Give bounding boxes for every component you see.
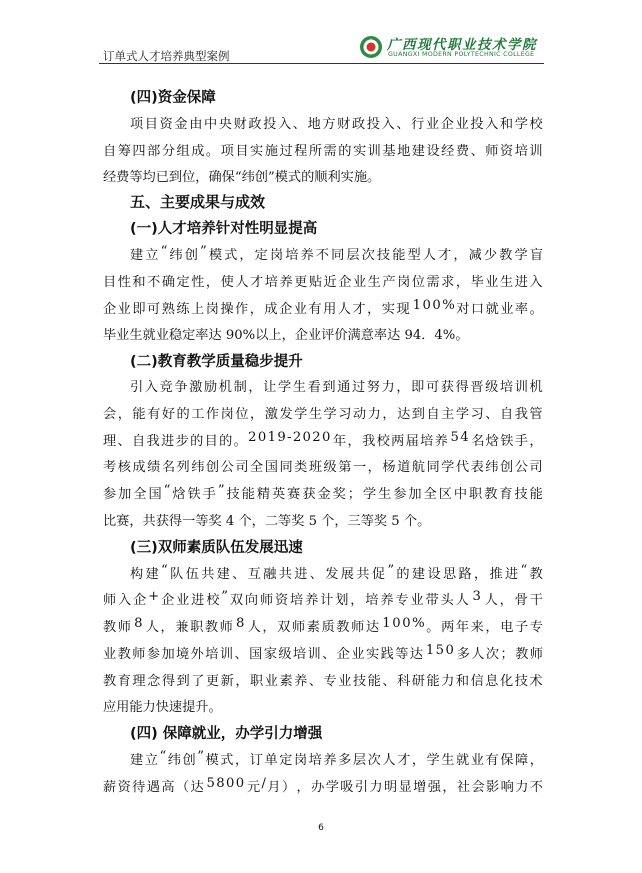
paragraph-line: 企 业 即 可 熟 练 上 岗 操 作 ， 成 企 业 有 用 人 才 ， 实 现 1 0 0 % 对 口 就 业 率 。 [103, 298, 543, 317]
paragraph-line: 建 立 “ 纬 创 ” 模 式 ， 订 单 定 岗 培 养 多 层 次 人 才 ， 学 生 就 业 有 保 障 ， [130, 749, 543, 768]
paragraph-line: 参 加 全 国 “ 焓 铁 手 ” 技 能 精 英 赛 获 金 奖 ； 学 生 参 加 全 区 中 职 教 育 技 能 [103, 483, 543, 502]
paragraph-line: 自 筹 四 部 分 组 成 。 项 目 实 施 过 程 所 需 的 实 训 基 地 建 设 经 费 、 师 资 培 训 [103, 144, 543, 159]
paragraph-line: 教 育 理 念 得 到 了 更 新 ， 职 业 素 养 、 专 业 技 能 、 科 研 能 力 和 信 息 化 技 术 [103, 674, 543, 689]
section-heading-teachers: (三)双师素质队伍发展迅速 [130, 540, 303, 556]
paragraph-line: 教 师 8 人 ， 兼 职 教 师 8 人 ， 双 师 素 质 教 师 达 1 0 0 % 。 两 年 来 ， 电 子 专 [103, 616, 543, 635]
section-heading-fund: (四)资金保障 [130, 90, 216, 106]
paragraph-line: 比赛，共获得一等奖 4 个，二等奖 5 个，三等奖 5 个。 [103, 514, 431, 529]
paragraph-line: 薪 资 待 遇 高 （ 达 5 8 0 0 元 / 月 ） ， 办 学 吸 引 力 明 显 增 强 ， 社 会 影 响 力 不 [103, 776, 543, 795]
college-emblem-icon [359, 35, 383, 59]
logo-subtitle: GUANGXI MODERN POLYTECHNIC COLLEGE [388, 51, 535, 58]
paragraph-line: 会 ， 能 有 好 的 工 作 岗 位 ， 激 发 学 生 学 习 动 力 ， 达 到 自 主 学 习 、 自 我 管 [103, 407, 543, 422]
header-divider [99, 63, 544, 64]
paragraph-line: 引 入 竞 争 激 励 机 制 ， 让 学 生 看 到 通 过 努 力 ， 即 可 获 得 晋 级 培 训 机 [130, 380, 543, 395]
paragraph-line: 师 入 企 + 企 业 进 校 ” 双 向 师 资 培 养 计 划 ， 培 养 专 业 带 头 人 3 人 ， 骨 干 [103, 589, 543, 608]
paragraph-line: 项 目 资 金 由 中 央 财 政 投 入 、 地 方 财 政 投 入 、 行 业 企 业 投 入 和 学 校 [130, 117, 543, 132]
paragraph-line: 建 立 “ 纬 创 ” 模 式 ， 定 岗 培 养 不 同 层 次 技 能 型 人 才 ， 减 少 教 学 盲 [130, 244, 543, 263]
paragraph-line: 目 性 和 不 确 定 性 ， 使 人 才 培 养 更 贴 近 企 业 生 产 岗 位 需 求 ， 毕 业 生 进 入 [103, 275, 543, 290]
logo-name: 广西现代职业技术学院 [387, 37, 537, 53]
paragraph-line: 考 核 成 绩 名 列 纬 创 公 司 全 国 同 类 班 级 第 一 ， 杨 道 航 同 学 代 表 纬 创 公 司 [103, 460, 543, 475]
paragraph-line: 理 、 自 我 进 步 的 目 的 。 2 0 1 9 - 2 0 2 0 年 ， 我 校 两 届 培 养 5 4 名 焓 铁 手 ， [103, 430, 543, 449]
page-number: 6 [318, 823, 324, 833]
paragraph-line: 毕业生就业稳定率达 90%以上，企业评价满意率达 94．4%。 [103, 328, 469, 343]
college-logo [359, 33, 549, 61]
paragraph-line: 业 教 师 参 加 境 外 培 训 、 国 家 级 培 训 、 企 业 实 践 等 达 1 5 0 多 人 次 ； 教 师 [103, 643, 543, 662]
paragraph-line: 经费等均已到位，确保“纬创”模式的顺利实施。 [103, 170, 381, 185]
paragraph-line: 构 建 “ 队 伍 共 建 、 互 融 共 进 、 发 展 共 促 ” 的 建 设 思 路 ， 推 进 “ 教 [130, 563, 543, 582]
section-heading-employment: (四) 保障就业，办学引力增强 [130, 726, 323, 742]
paragraph-line: 应用能力快速提升。 [103, 700, 222, 715]
main-heading: 五、主要成果与成效 [130, 193, 266, 211]
section-heading-quality: (二)教育教学质量稳步提升 [130, 354, 303, 370]
header-title: 订单式人才培养典型案例 [103, 49, 230, 63]
section-heading-talent: (一)人才培养针对性明显提高 [130, 221, 318, 237]
